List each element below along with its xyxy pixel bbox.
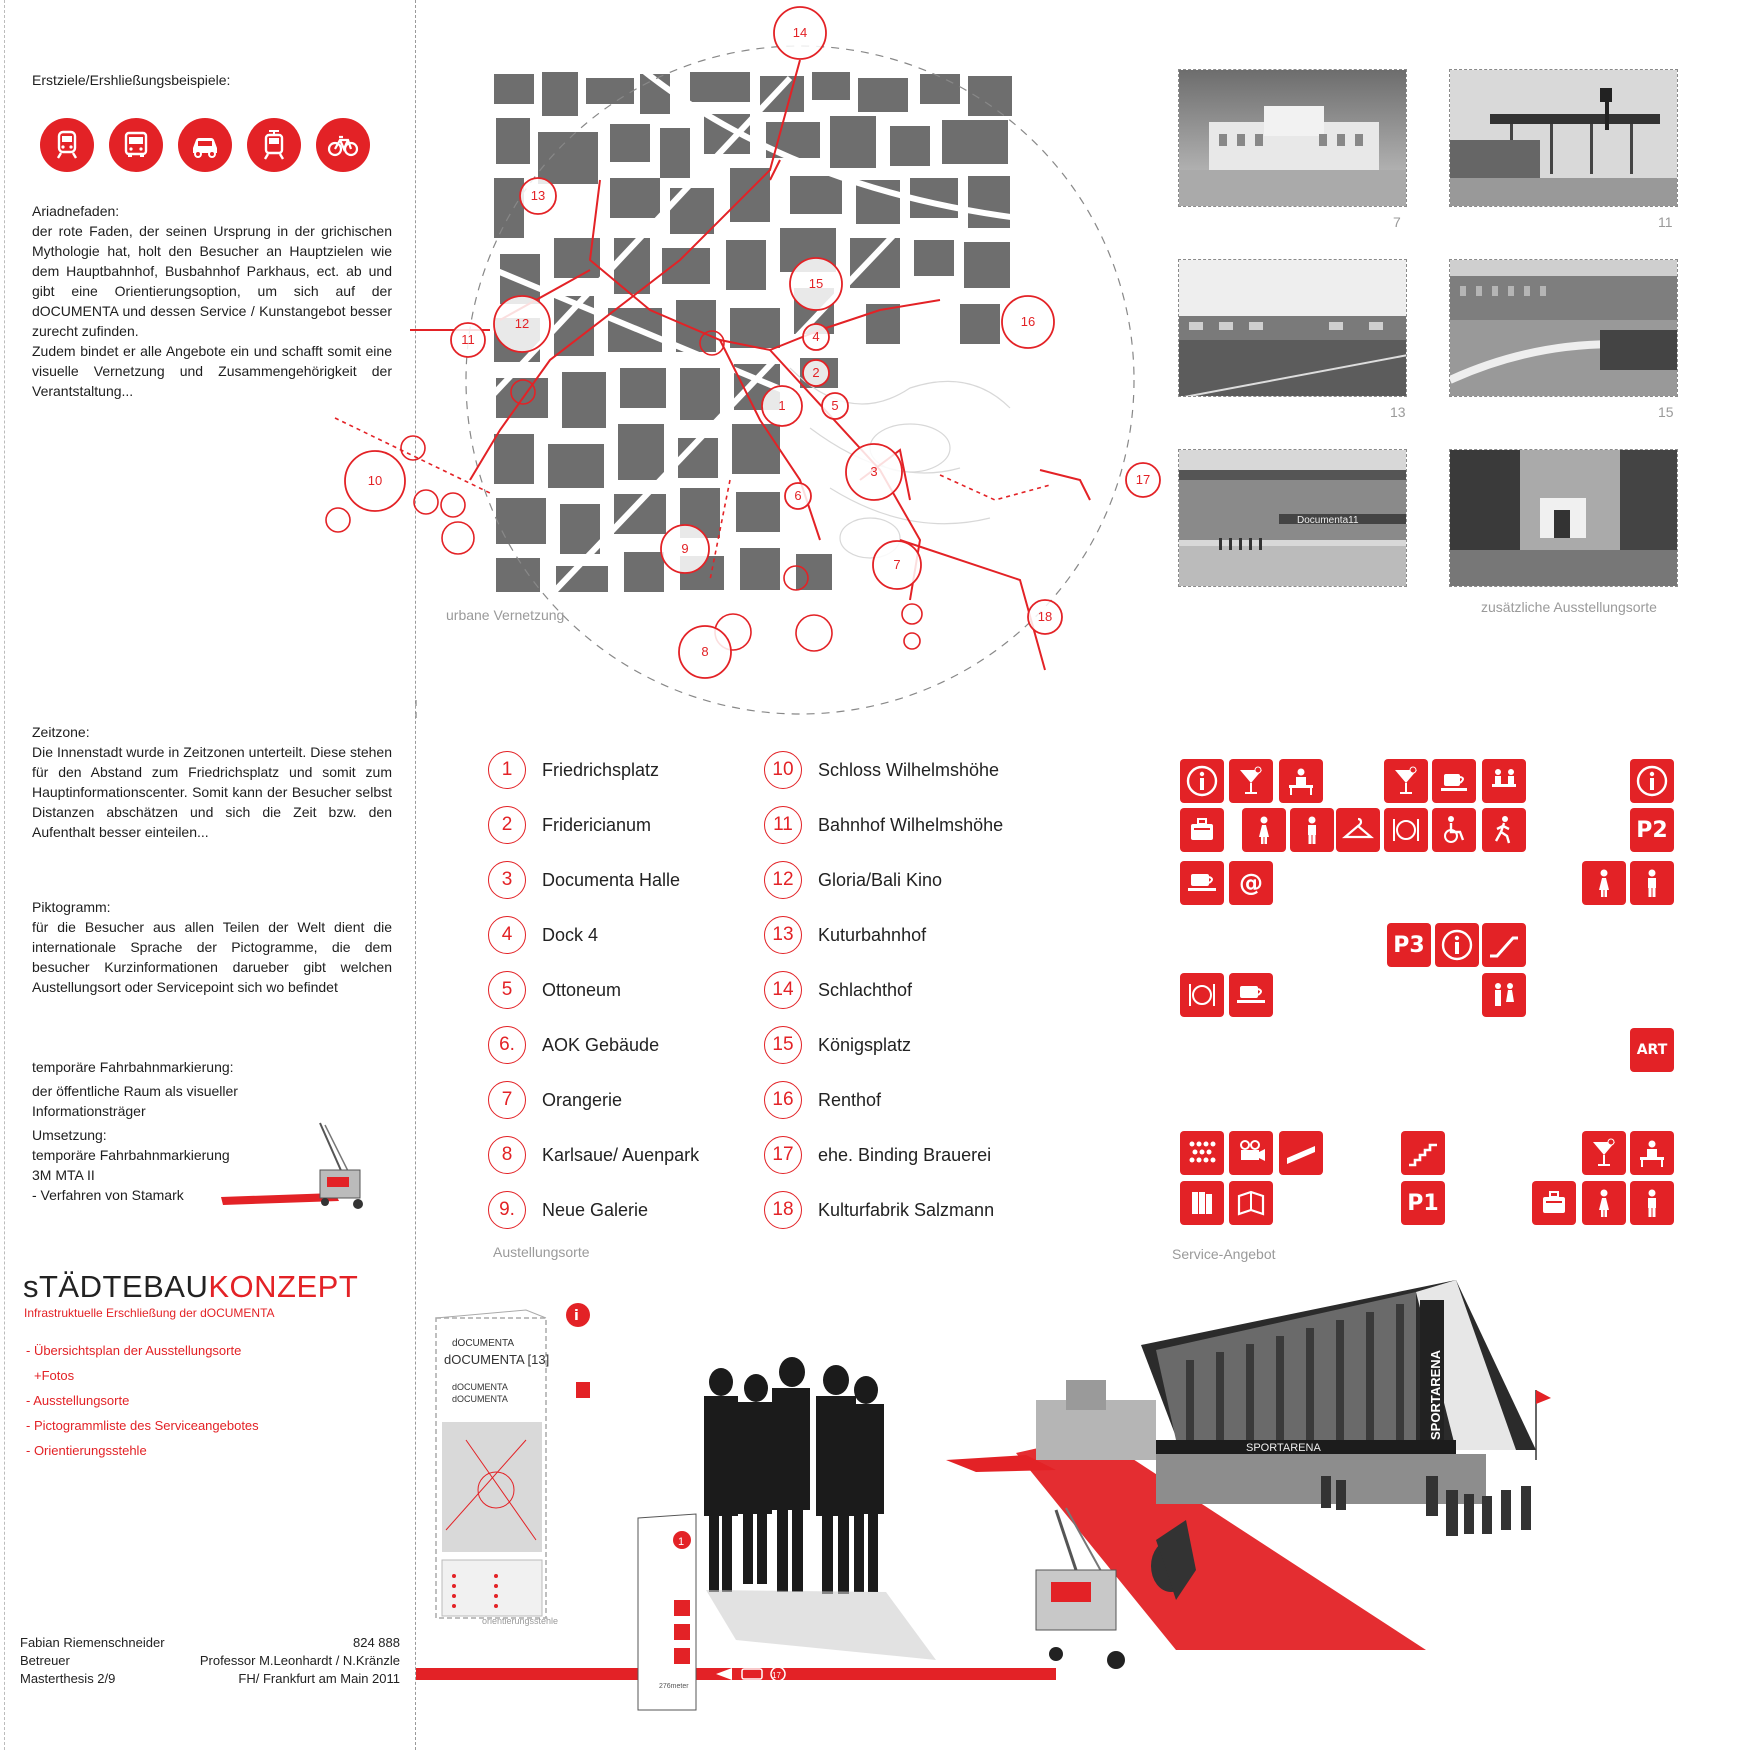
info-icon [1180,759,1224,803]
map-marker-label: 7 [893,557,901,572]
tram-icon [247,118,301,172]
map-marker-label: 14 [792,25,808,40]
location-item [764,751,999,789]
marking-cart-illustration [215,1115,375,1215]
location-number: 15 [764,1026,802,1064]
location-name: Königsplatz [818,1034,912,1055]
reception-icon [1279,759,1323,803]
photo-orangerie [1178,69,1407,207]
temp-marking-heading: temporäre Fahrbahnmarkierung: [32,1059,234,1075]
coffee-icon [1432,759,1476,803]
reception-icon [1630,1131,1674,1175]
parking-p1-icon [1401,1181,1445,1225]
visitor-group [704,1357,884,1594]
location-number: 16 [764,1081,802,1119]
location-name: Ottoneum [542,979,622,1000]
umsetzung-line: temporäre Fahrbahnmarkierung [32,1147,230,1163]
location-name: Friedrichsplatz [542,759,660,780]
bus-icon [109,118,163,172]
location-item [764,806,1003,844]
map-marker [873,541,921,589]
arena-sign: SPORTARENA [1246,1442,1321,1454]
location-item [764,1081,881,1119]
photo-additional-site [1449,449,1678,587]
arena-sign-vertical: SPORTARENA [1428,1349,1443,1440]
access-heading: Erstziele/Ershließungsbeispiele: [32,72,231,88]
location-name: Gloria/Bali Kino [818,869,943,890]
map-marker-label: 15 [808,276,824,291]
location-number: 12 [764,861,802,899]
location-item [488,1191,648,1229]
restaurant-icon [1384,808,1428,852]
map-minor-circle [414,490,438,514]
location-name: Neue Galerie [542,1199,649,1220]
location-item [488,751,659,789]
page-title [23,1270,358,1304]
location-name: Bahnhof Wilhelmshöhe [818,814,1004,835]
map-minor-circle [326,508,350,532]
book-icon [1229,1181,1273,1225]
toc-item: - Ausstellungsorte [26,1393,130,1408]
map-minor-circle [784,566,808,590]
ramp-icon [1279,1131,1323,1175]
post-distance: 276meter [659,1683,689,1690]
orientation-stele [436,1303,590,1626]
map-marker-label: 4 [812,329,820,344]
location-name: ehe. Binding Brauerei [818,1144,992,1165]
location-item [488,1081,622,1119]
women-restroom-icon [1582,1181,1626,1225]
map-marker [762,386,802,426]
location-number: 1 [488,751,526,789]
location-name: Karlsaue/ Auenpark [542,1144,700,1165]
location-name: Schloss Wilhelmshöhe [818,759,1000,780]
map-marker [345,451,405,511]
location-item [488,916,598,954]
svg-text:i: i [574,1308,579,1324]
author-footer [20,1634,400,1688]
location-item [764,916,926,954]
title-part-a: sTÄDTEBAU [23,1269,209,1304]
location-number: 2 [488,806,526,844]
map-minor-circle [511,380,535,404]
betreuer-names: Professor M.Leonhardt / N.Kränzle [199,1653,400,1668]
info-icon [1435,923,1479,967]
route-overlay [300,0,1200,720]
escalator-icon [1482,923,1526,967]
stele-brand-small: dOCUMENTA [452,1394,508,1404]
location-item [764,861,942,899]
toc-item: +Fotos [34,1368,75,1383]
parking-p2-icon [1630,808,1674,852]
at-glyph: @ [1239,869,1263,897]
map-marker [679,626,731,678]
betreuer-label: Betreuer [20,1653,70,1668]
street-scene-illustration [416,1240,1750,1750]
map-marker [1028,600,1062,634]
location-number: 3 [488,861,526,899]
location-item [488,806,651,844]
bar-icon [1582,1131,1626,1175]
accessible-icon [1432,808,1476,852]
map-marker [494,296,550,352]
map-minor-circle [904,633,920,649]
cinema-icon [1229,1131,1273,1175]
pedestrian-icon [1482,808,1526,852]
location-item [488,861,680,899]
table-of-contents [26,1338,259,1463]
location-number: 4 [488,916,526,954]
map-markers [326,7,1160,678]
toc-item: - Übersichtsplan der Ausstellungsorte [26,1343,242,1358]
road-marker-number: 17 [772,1671,781,1680]
location-name: Kuturbahnhof [818,924,927,945]
stele-brand-small: dOCUMENTA [452,1382,508,1392]
map-marker [803,324,829,350]
umsetzung-line: 3M MTA II [32,1167,95,1183]
ariadne-text-2: Zudem bindet er alle Angebote ein und schafft somit eine visuelle Vernetzung und Zusammengehörigkeit der Verantstaltung... [32,343,392,399]
photo-number: 15 [1658,404,1674,420]
stele-caption: orientierungsstehle [482,1616,559,1626]
map-marker-label: 3 [870,464,878,479]
info-icon [1630,759,1674,803]
location-number: 8 [488,1136,526,1174]
map-marker-label: 13 [530,188,546,203]
service-caption: Service-Angebot [1172,1246,1276,1262]
audience-icon [1180,1131,1224,1175]
art-icon [1630,1028,1674,1072]
map-marker-label: 1 [778,398,786,413]
luggage-icon [1180,808,1224,852]
photo-bahnhof-wilhelmshoehe [1449,69,1678,207]
location-number: 14 [764,971,802,1009]
map-marker-label: 6 [794,488,802,503]
red-thread-line [416,1668,1056,1680]
map-marker [451,323,485,357]
map-marker-label: 10 [367,473,383,488]
map-marker [661,525,709,573]
location-item [764,1026,911,1064]
stele-brand-big: dOCUMENTA [13] [444,1352,550,1367]
parking-p3-icon-label: P3 [1393,932,1425,958]
map-minor-circle [441,493,465,517]
cafe-icon [1180,861,1224,905]
toc-item: - Orientierungsstehle [26,1443,147,1458]
info-post [638,1514,696,1710]
cloakroom-icon [1336,808,1380,852]
location-number: 13 [764,916,802,954]
location-number: 18 [764,1191,802,1229]
student-id: 824 888 [353,1635,400,1650]
map-marker [846,444,902,500]
bar-icon [1229,759,1273,803]
women-restroom-icon [1582,861,1626,905]
train-icon [40,118,94,172]
parking-p2-icon-label: P2 [1636,817,1668,843]
map-marker [520,178,556,214]
location-name: Kulturfabrik Salzmann [818,1199,995,1220]
cafe-icon [1229,973,1273,1017]
women-restroom-icon [1242,808,1286,852]
location-item [764,1136,991,1174]
internet-icon [1229,861,1273,905]
map-marker-label: 9 [681,541,689,556]
photo-number: 13 [1390,404,1406,420]
location-number: 10 [764,751,802,789]
map-marker-label: 17 [1135,472,1151,487]
page-subtitle: Infrastruktuelle Erschließung der dOCUMENTA [24,1306,275,1320]
map-marker-label: 18 [1037,609,1053,624]
photos-caption: zusätzliche Ausstellungsorte [1481,599,1657,615]
luggage-icon [1532,1181,1576,1225]
photo-kulturbahnhof [1178,259,1407,397]
location-name: Orangerie [542,1089,623,1110]
family-icon [1482,973,1526,1017]
photo-documenta-halle [1178,449,1407,587]
map-marker [822,393,848,419]
location-item [764,971,912,1009]
map-minor-circle [902,604,922,624]
map-minor-circle [442,522,474,554]
location-name: Dock 4 [542,924,599,945]
map-caption: urbane Vernetzung [446,607,565,623]
location-number: 17 [764,1136,802,1174]
pikto-heading: Piktogramm: [32,899,111,915]
men-restroom-icon [1630,1181,1674,1225]
map-marker [785,483,811,509]
location-number: 11 [764,806,802,844]
ariadne-text: der rote Faden, der seinen Ursprung in der grichischen Mythologie hat, holt den Besucher an Hauptzielen wie dem Hauptbahnhof, Busbahnhof Parkhaus, ect. ab und gibt eine Orientierungsoption, um sich auf der dOCUMENTA und dessen Service / Kunstangebot besser zurecht zufinden. [32,223,392,339]
map-marker-label: 16 [1020,314,1036,329]
location-name: Schlachthof [818,979,913,1000]
zeitzone-heading: Zeitzone: [32,724,90,740]
map-marker-label: 11 [461,332,475,347]
location-item [488,971,621,1009]
ariadne-heading: Ariadnefaden: [32,203,120,219]
location-item [488,1136,699,1174]
stele-brand: dOCUMENTA [452,1338,515,1349]
map-marker-label: 12 [514,316,530,331]
umsetzung-line: - Verfahren von Stamark [32,1187,184,1203]
map-marker [774,7,826,59]
photo-number: 7 [1393,214,1401,230]
map-marker [790,258,842,310]
title-part-b: KONZEPT [208,1269,359,1304]
parking-p3-icon [1387,923,1431,967]
location-name: Documenta Halle [542,869,681,890]
photo-koenigsplatz [1449,259,1678,397]
restaurant-icon [1180,973,1224,1017]
location-name: Renthof [818,1089,882,1110]
map-marker-label: 2 [812,365,820,380]
meeting-icon [1482,759,1526,803]
men-restroom-icon [1290,808,1334,852]
umsetzung-heading: Umsetzung: [32,1127,107,1143]
photo-number: 11 [1658,214,1673,230]
map-minor-circle [796,615,832,651]
location-name: Fridericianum [542,814,652,835]
institution: FH/ Frankfurt am Main 2011 [238,1671,400,1686]
pikto-text: für die Besucher aus allen Teilen der Welt dient die internationale Sprache der Pictogramme, die dem besucher Kurzinformationen darueber gibt welchen Austellungsort oder Servicepoint sich wo befindet [32,919,392,995]
car-icon [178,118,232,172]
location-name: AOK Gebäude [542,1034,660,1055]
art-icon-label: ART [1636,1042,1668,1058]
temp-marking-text: der öffentliche Raum als visueller Informationsträger [32,1083,238,1119]
stairs-icon [1401,1131,1445,1175]
parking-p1-icon-label: P1 [1407,1190,1439,1216]
location-number: 6. [488,1026,526,1064]
locations-caption: Austellungsorte [493,1244,590,1260]
map-marker [803,360,829,386]
documenta-sign: Documenta11 [1297,515,1359,526]
cocktail-icon [1384,759,1428,803]
post-number: 1 [678,1536,685,1548]
thesis-label: Masterthesis 2/9 [20,1671,116,1686]
map-marker [1002,296,1054,348]
men-restroom-icon [1630,861,1674,905]
location-number: 5 [488,971,526,1009]
map-minor-circle [401,436,425,460]
toc-item: - Pictogrammliste des Serviceangebotes [26,1418,259,1433]
author-name: Fabian Riemenschneider [20,1635,165,1650]
location-number: 9. [488,1191,526,1229]
map-minor-circle [700,331,724,355]
zeitzone-text: Die Innenstadt wurde in Zeitzonen unterteilt. Diese stehen für den Abstand zum Friedrichsplatz und somit zum Hauptinformationscenter. Somit kann der Besucher selbst Distanzen abschätzen und sich die Zeit bzw. den Aufenthalt besser einteilen... [32,744,392,840]
map-marker-label: 5 [831,398,839,413]
location-item [488,1026,659,1064]
map-marker [1126,463,1160,497]
map-marker-label: 8 [701,644,709,659]
location-item [764,1191,994,1229]
library-icon [1180,1181,1224,1225]
location-number: 7 [488,1081,526,1119]
